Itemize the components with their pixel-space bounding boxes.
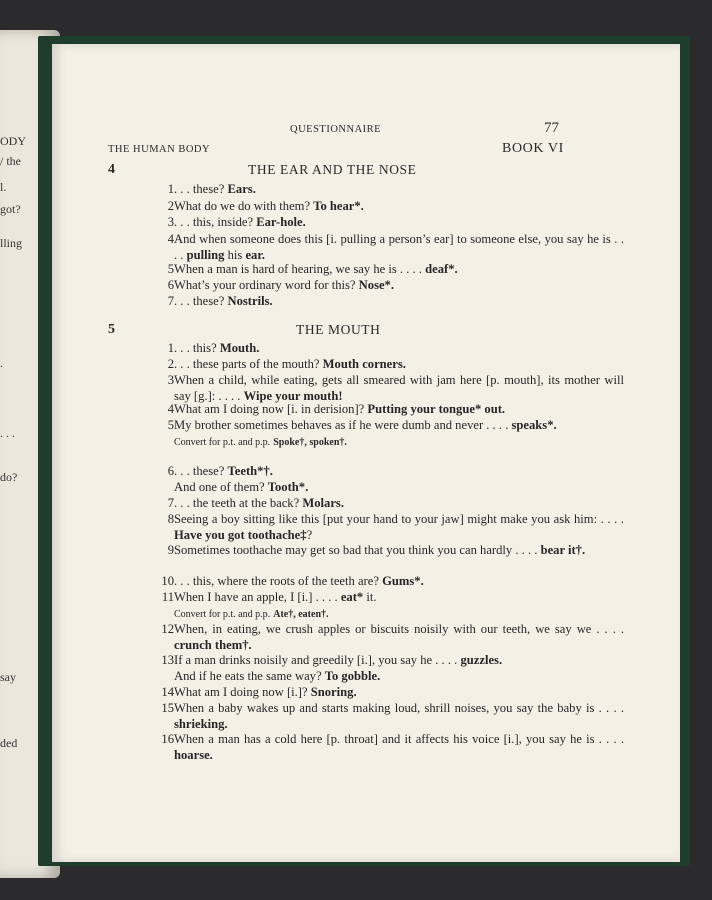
- book-label: BOOK VI: [502, 141, 564, 156]
- entry-number: 10: [161, 574, 174, 588]
- entry-number: 13: [161, 653, 174, 667]
- entry-question: . . . these parts of the mouth?: [174, 357, 320, 371]
- questionnaire-entry: [156, 512, 624, 543]
- entry-number: 1: [167, 182, 174, 196]
- entry-number: 1: [167, 341, 174, 355]
- facing-page-fragment: lling: [0, 236, 23, 250]
- entry-number: 8: [167, 512, 174, 526]
- entry-number: 2: [167, 199, 174, 213]
- convert-instruction: Convert for p.t. and p.p.: [174, 436, 271, 448]
- entry-answer: Nostrils.: [227, 294, 273, 308]
- entry-answer: Teeth*†.: [227, 464, 273, 478]
- entry-question: . . . these?: [174, 294, 225, 308]
- entry-question: If a man drinks noisily and greedily [i.], you say he . . . .: [174, 653, 458, 667]
- entry-question: When a man has a cold here [p. throat] and it affects his voice [i.], you say he is . . . .: [174, 732, 624, 746]
- entry-question: What do we do with them?: [174, 199, 311, 213]
- questionnaire-entry: [156, 341, 624, 357]
- questionnaire-entry: [156, 373, 624, 404]
- entry-number: 12: [161, 622, 174, 636]
- facing-page-fragment: . . .: [0, 426, 15, 440]
- entry-answer: Putting your tongue* out.: [367, 402, 506, 416]
- entry-number: 14: [161, 685, 174, 699]
- entry-number: 2: [167, 357, 174, 371]
- entry-answer: Mouth corners.: [322, 357, 406, 371]
- questionnaire-entry: [156, 278, 624, 294]
- questionnaire-entry: [156, 199, 624, 215]
- entry-answer: Nose*.: [358, 278, 394, 292]
- entry-number: 7: [167, 294, 174, 308]
- entry-question-tail: his: [227, 247, 243, 262]
- questionnaire-entry: [156, 294, 624, 310]
- entry-number: 3: [167, 215, 174, 229]
- entry-question: Sometimes toothache may get so bad that you think you can hardly . . . .: [174, 543, 538, 557]
- entry-number: 9: [167, 543, 174, 557]
- entry-question: When a man is hard of hearing, we say he is . . . .: [174, 262, 422, 276]
- questionnaire-entry: [156, 262, 624, 278]
- entry-question: And one of them?: [174, 479, 265, 494]
- entry-question: . . . these?: [174, 182, 225, 196]
- entry-answer: guzzles.: [460, 653, 503, 667]
- facing-page-fragment: l.: [0, 180, 7, 194]
- entry-question: . . . the teeth at the back?: [174, 496, 300, 510]
- entry-answer: Mouth.: [219, 341, 260, 355]
- questionnaire-entry: [156, 215, 624, 231]
- entry-question: When, in eating, we crush apples or biscuits noisily with our teeth, we say we . . . .: [174, 622, 624, 636]
- entry-answer: Have you got toothache‡: [174, 527, 307, 542]
- facing-page-fragment: do?: [0, 470, 18, 484]
- section-title: THE EAR AND THE NOSE: [248, 162, 417, 177]
- questionnaire-entry: [156, 357, 624, 373]
- entry-number: 15: [161, 701, 174, 715]
- questionnaire-entry: [156, 685, 624, 701]
- questionnaire-entry: [156, 574, 624, 590]
- entry-number: 3: [167, 373, 174, 387]
- questionnaire-entry: [156, 464, 624, 495]
- facing-page-fragment: ODY: [0, 134, 26, 148]
- questionnaire-entry: [156, 543, 624, 559]
- entry-number: 5: [167, 262, 174, 276]
- entry-answer: Wipe your mouth!: [243, 388, 343, 403]
- questionnaire-entry: [156, 182, 624, 198]
- entry-answer: hoarse.: [174, 747, 213, 762]
- entry-answer: ear.: [245, 247, 265, 262]
- entry-question: Seeing a boy sitting like this [put your hand to your jaw] might make you ask him: . . . .: [174, 512, 624, 526]
- questionnaire-entry: [156, 496, 624, 512]
- questionnaire-entry: [156, 732, 624, 763]
- questionnaire-entry: [156, 402, 624, 418]
- entry-answer: Ears.: [227, 182, 256, 196]
- questionnaire-entry: [156, 232, 624, 263]
- entry-answer: crunch them†.: [174, 637, 252, 652]
- questionnaire-entry: [156, 590, 624, 622]
- entry-answer: deaf*.: [425, 262, 458, 276]
- entry-question: When a child, while eating, gets all smeared with jam here [p. mouth], its mother will say [g.]: . . . .: [174, 373, 624, 403]
- entry-question: . . . this, where the roots of the teeth are?: [174, 574, 379, 588]
- section-label: THE HUMAN BODY: [108, 144, 211, 155]
- facing-page-fragment: ded: [0, 736, 18, 750]
- entry-question: My brother sometimes behaves as if he were dumb and never . . . .: [174, 418, 509, 432]
- book-page: [52, 44, 680, 862]
- facing-page-fragment: say: [0, 670, 16, 684]
- questionnaire-entry: [156, 418, 624, 450]
- entry-answer: To gobble.: [324, 668, 381, 683]
- entry-number: 5: [167, 418, 174, 432]
- entry-answer: shrieking.: [174, 716, 228, 731]
- entry-question: . . . these?: [174, 464, 225, 478]
- questionnaire-entry: [156, 653, 624, 684]
- entry-question: What am I doing now [i. in derision]?: [174, 402, 365, 416]
- entry-question-tail: it.: [366, 590, 377, 604]
- facing-page-fragment: / the: [0, 154, 21, 168]
- convert-instruction: Convert for p.t. and p.p.: [174, 608, 271, 620]
- entry-question: . . . this?: [174, 341, 217, 355]
- entry-answer: speaks*.: [511, 418, 557, 432]
- entry-number: 4: [167, 402, 174, 416]
- entry-number: 16: [161, 732, 174, 746]
- entry-question: . . . this, inside?: [174, 215, 254, 229]
- entry-number: 6: [167, 278, 174, 292]
- section-number: 4: [108, 162, 115, 177]
- questionnaire-entry: [156, 622, 624, 653]
- running-title: QUESTIONNAIRE: [290, 124, 382, 135]
- entry-answer: bear it†.: [540, 543, 586, 557]
- section-number: 5: [108, 322, 115, 337]
- convert-answer: Ate†, eaten†.: [273, 608, 329, 620]
- entry-answer: pulling: [186, 247, 225, 262]
- convert-answer: Spoke†, spoken†.: [273, 436, 347, 448]
- entry-question: What’s your ordinary word for this?: [174, 278, 356, 292]
- entry-question: When I have an apple, I [i.] . . . .: [174, 590, 338, 604]
- entry-answer: Tooth*.: [267, 479, 309, 494]
- entry-answer: eat*: [340, 590, 364, 604]
- entry-answer: Snoring.: [310, 685, 357, 699]
- entry-answer: Molars.: [302, 496, 344, 510]
- entry-answer: Gums*.: [382, 574, 424, 588]
- entry-question: And if he eats the same way?: [174, 668, 322, 683]
- entry-number: 6: [167, 464, 174, 478]
- entry-number: 11: [161, 590, 174, 604]
- entry-question: When a baby wakes up and starts making loud, shrill noises, you say the baby is . . . .: [174, 701, 624, 715]
- entry-answer: To hear*.: [313, 199, 364, 213]
- entry-question-tail: ?: [306, 527, 313, 542]
- entry-question: And when someone does this [i. pulling a person’s ear] to someone else, you say he is . . . .: [174, 232, 624, 262]
- entry-answer: Ear-hole.: [256, 215, 306, 229]
- entry-number: 4: [167, 232, 174, 246]
- entry-number: 7: [167, 496, 174, 510]
- facing-page-fragment: got?: [0, 202, 21, 216]
- section-title: THE MOUTH: [296, 322, 381, 337]
- entry-question: What am I doing now [i.]?: [174, 685, 308, 699]
- questionnaire-entry: [156, 701, 624, 732]
- page-number: 77: [544, 120, 559, 136]
- facing-page-fragment: .: [0, 356, 3, 370]
